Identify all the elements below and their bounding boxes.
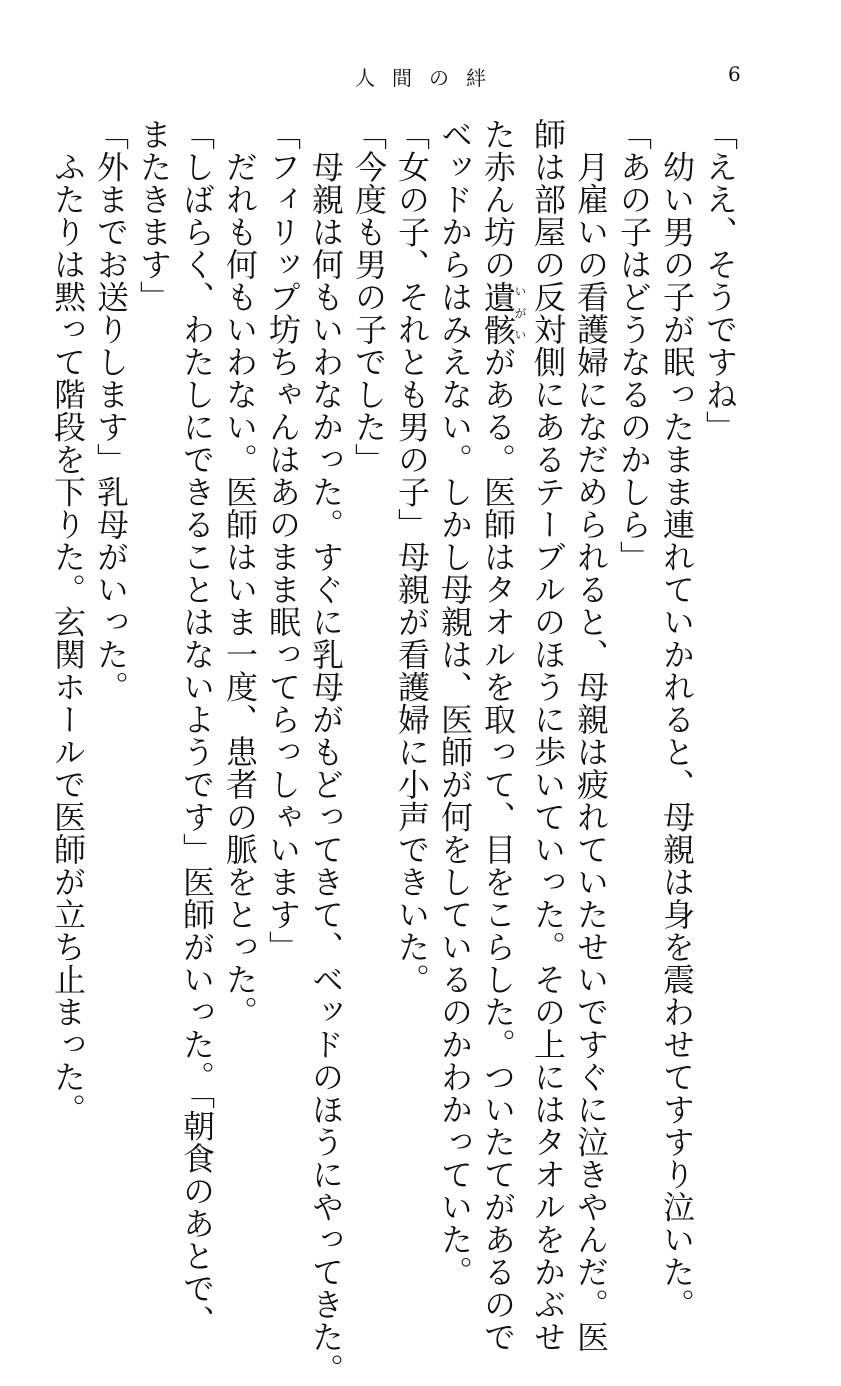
text-line: 「あの子はどうなるのかしら」 [615, 118, 653, 573]
text-line: 「しばらく、わたしにできることはないようです」医師がいった。「朝食のあとで、 [178, 118, 216, 1337]
ruby-reading: いがい [513, 280, 527, 346]
text-line: 幼い男の子が眠ったまま連れていかれると、母親は身を震わせてすすり泣いた。 [658, 118, 696, 1321]
text-line: 「ええ、そうですね」 [701, 118, 739, 443]
text-line: ベッドからはみえない。しかし母親は、医師が何をしているのかわかっていた。 [436, 118, 474, 1288]
text-line: 「女の子、それとも男の子」母親が看護婦に小声できいた。 [393, 118, 431, 996]
text-segment: た赤ん坊の [479, 118, 517, 281]
ruby-annotation [479, 280, 527, 346]
text-line: 師は部屋の反対側にあるテーブルのほうに歩いていった。その上にはタオルをかぶせ [529, 118, 567, 1353]
text-line: ふたりは黙って階段を下りた。玄関ホールで医師が立ち止まった。 [49, 118, 87, 1126]
vertical-body-text [46, 118, 741, 1386]
text-line: またきます」 [135, 118, 173, 313]
text-line: 母親は何もいわなかった。すぐに乳母がもどってきて、ベッドのほうにやってきた。 [307, 118, 345, 1386]
text-line: 月雇いの看護婦になだめられると、母親は疲れていたせいですぐに泣きやんだ。医 [572, 118, 610, 1353]
text-segment: がある。医師はタオルを取って、目をこらした。ついたてがあるので [479, 345, 517, 1353]
text-line-with-ruby [476, 118, 527, 1353]
text-line: だれも何もいわない。医師はいま一度、患者の脈をとった。 [221, 118, 259, 1028]
text-line: 「フィリップ坊ちゃんはあのまま眠ってらっしゃいます」 [264, 118, 302, 963]
text-line: 「外までお送りします」乳母がいった。 [92, 118, 130, 703]
ruby-base: 遺骸 [479, 280, 517, 346]
page-number: 6 [728, 62, 741, 86]
text-line: 「今度も男の子でした」 [350, 118, 388, 476]
running-header-title: 人間の絆 [355, 66, 503, 90]
